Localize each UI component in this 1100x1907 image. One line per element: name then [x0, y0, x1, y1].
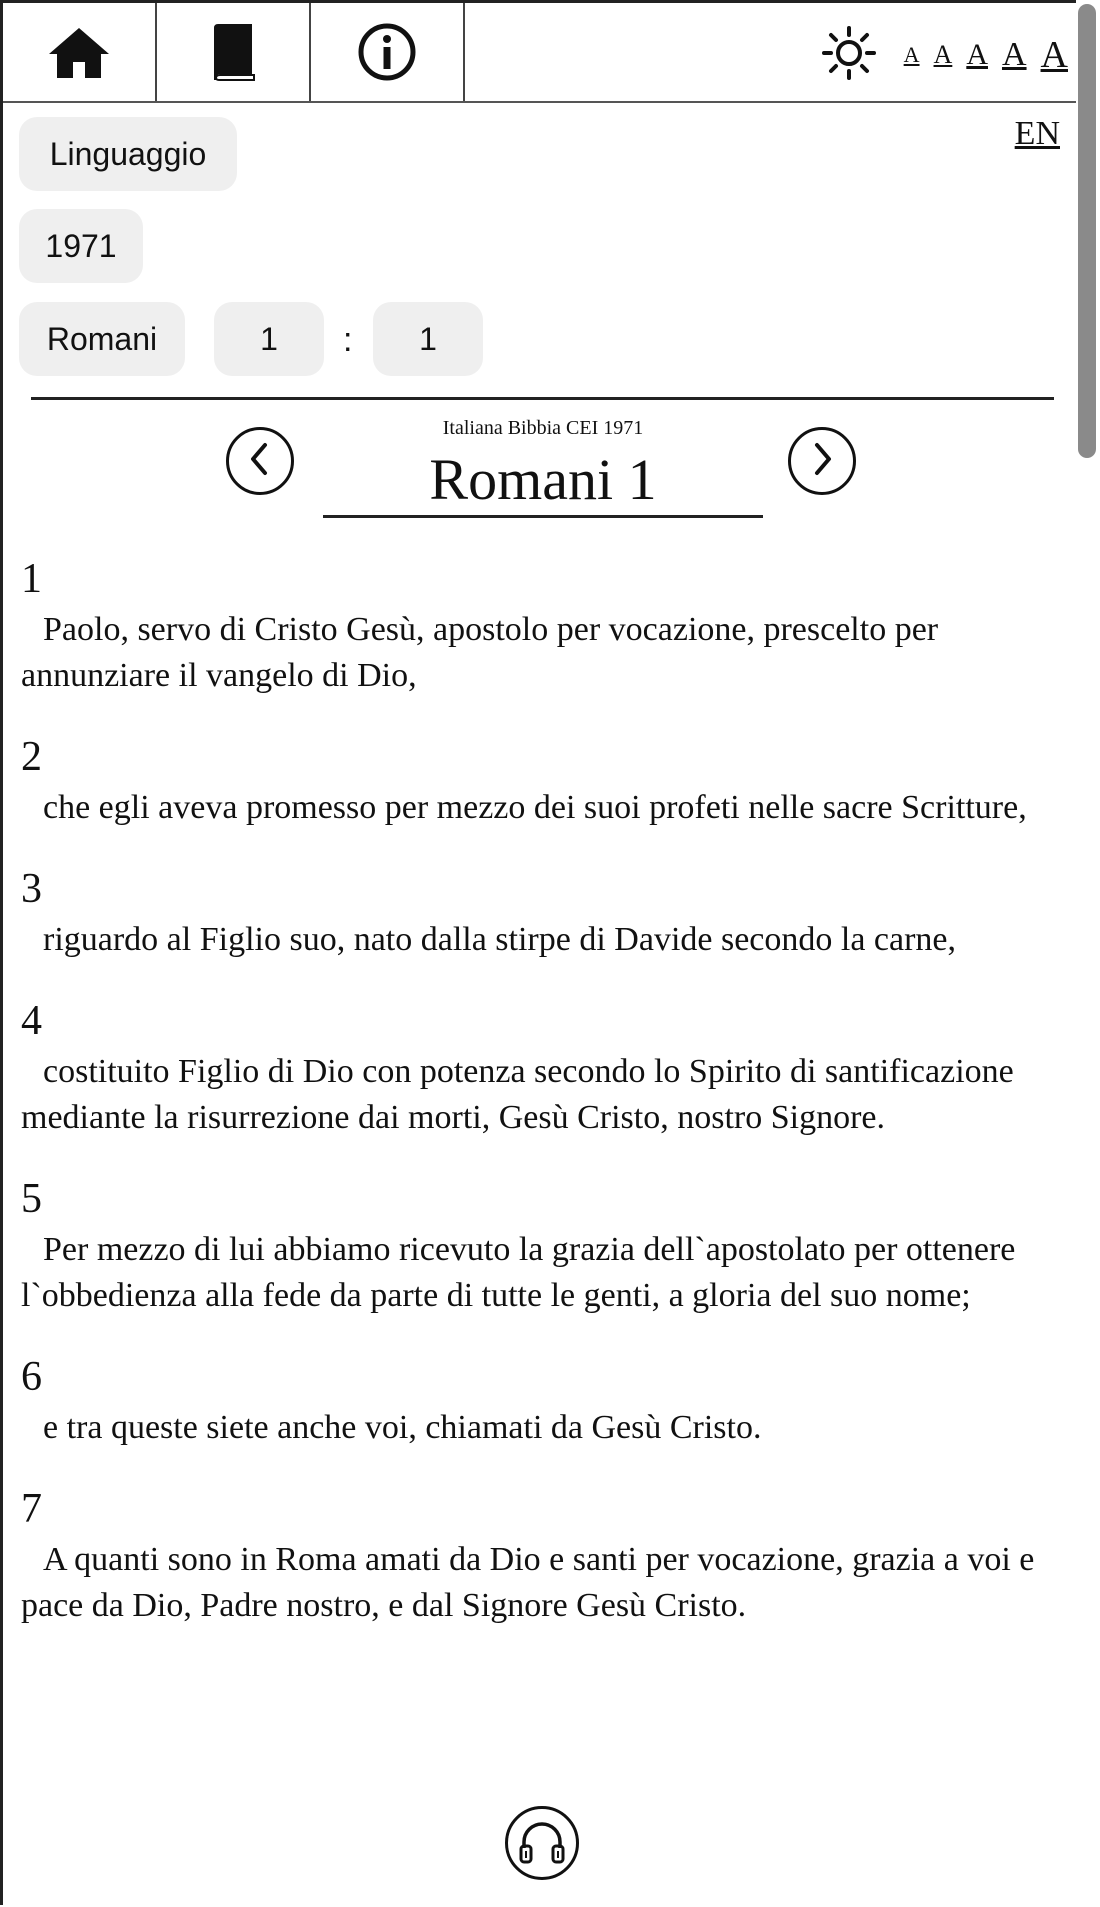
toolbar-right-group — [822, 27, 1068, 83]
verse-item[interactable] — [21, 1175, 1061, 1319]
verse-text: e tra queste siete anche voi, chiamati da Gesù Cristo. — [43, 1409, 762, 1446]
divider — [31, 397, 1054, 400]
verse-number: 1 — [21, 556, 42, 602]
book-icon — [208, 22, 258, 82]
vertical-scrollbar[interactable] — [1076, 0, 1100, 1907]
info-button[interactable] — [311, 3, 465, 101]
verse-item[interactable] — [21, 1485, 1061, 1629]
font-size-xs[interactable]: A — [903, 42, 920, 67]
previous-chapter-button[interactable] — [226, 427, 294, 495]
font-size-m[interactable]: A — [966, 38, 988, 71]
verse-item[interactable] — [21, 865, 1061, 963]
verse-text: A quanti sono in Roma amati da Dio e santi per vocazione, grazia a voi e pace da Dio, Padre nostro, e dal Signore Gesù Cristo. — [21, 1541, 1035, 1624]
font-size-l[interactable]: A — [1001, 36, 1027, 73]
verse-number: 5 — [21, 1176, 42, 1222]
font-size-s[interactable]: A — [933, 40, 953, 69]
verse-item[interactable] — [21, 733, 1061, 831]
sun-icon — [822, 67, 876, 84]
scrollbar-thumb[interactable] — [1078, 4, 1096, 458]
verse-select-button[interactable]: 1 — [373, 302, 483, 376]
verse-item[interactable] — [21, 555, 1061, 699]
language-button[interactable]: Linguaggio — [19, 117, 237, 191]
chapter-title: Romani 1 — [323, 447, 763, 518]
chapter-select-button[interactable]: 1 — [214, 302, 324, 376]
book-select-button[interactable]: Romani — [19, 302, 185, 376]
verse-item[interactable] — [21, 997, 1061, 1141]
language-link-en[interactable]: EN — [1014, 115, 1060, 152]
verse-number: 7 — [21, 1486, 42, 1532]
verse-number: 4 — [21, 998, 42, 1044]
verse-text: costituito Figlio di Dio con potenza secondo lo Spirito di santificazione mediante la risurrezione dai morti, Gesù Cristo, nostro Signore. — [21, 1053, 1014, 1136]
info-icon — [357, 22, 417, 82]
verse-text: che egli aveva promesso per mezzo dei suoi profeti nelle sacre Scritture, — [43, 789, 1027, 826]
verse-item[interactable] — [21, 1353, 1061, 1451]
version-label: Italiana Bibbia CEI 1971 — [442, 417, 644, 439]
headphones-icon — [516, 1818, 568, 1869]
verse-number: 6 — [21, 1354, 42, 1400]
font-size-xl[interactable]: A — [1040, 34, 1068, 76]
audio-play-button[interactable] — [505, 1806, 579, 1880]
books-button[interactable] — [157, 3, 311, 101]
verse-text: riguardo al Figlio suo, nato dalla stirpe di Davide secondo la carne, — [43, 921, 957, 958]
verse-text: Paolo, servo di Cristo Gesù, apostolo per vocazione, prescelto per annunziare il vangelo di Dio, — [21, 611, 939, 694]
top-toolbar — [3, 3, 1078, 103]
verse-number: 3 — [21, 866, 42, 912]
chevron-left-icon — [245, 441, 275, 482]
chapter-verse-separator: : — [343, 321, 353, 359]
verse-list — [21, 555, 1061, 1663]
version-button[interactable]: 1971 — [19, 209, 143, 283]
theme-toggle-button[interactable] — [822, 26, 876, 85]
next-chapter-button[interactable] — [788, 427, 856, 495]
chevron-right-icon — [807, 441, 837, 482]
home-button[interactable] — [3, 3, 157, 101]
verse-number: 2 — [21, 734, 42, 780]
home-icon — [47, 24, 111, 80]
verse-text: Per mezzo di lui abbiamo ricevuto la grazia dell`apostolato per ottenere l`obbedienza alla fede da parte di tutte le genti, a gloria del suo nome; — [21, 1231, 1016, 1314]
